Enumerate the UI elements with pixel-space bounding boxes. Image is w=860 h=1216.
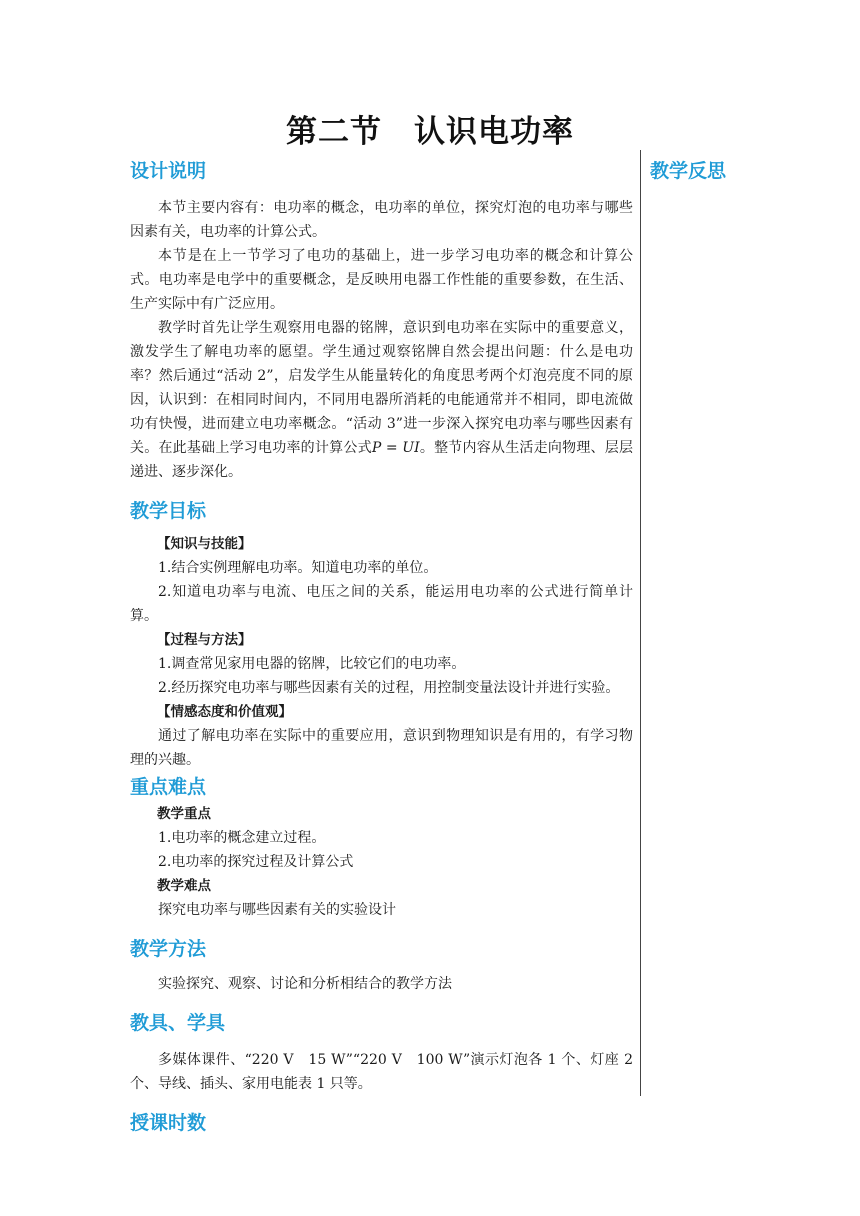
knowledge-item-2: 2.知道电功率与电流、电压之间的关系，能运用电功率的公式进行简单计算。 — [130, 584, 633, 624]
objectives-heading: 教学目标 — [130, 500, 207, 522]
difficulty-item-1: 探究电功率与哪些因素有关的实验设计 — [158, 902, 396, 918]
knowledge-item-1: 1.结合实例理解电功率。知道电功率的单位。 — [158, 560, 438, 576]
page-title: 第二节 认识电功率 — [286, 114, 574, 150]
reflection-column — [650, 156, 830, 186]
attitude-values-title: 【情感态度和价值观】 — [157, 704, 292, 720]
design-paragraph-1: 本节主要内容有：电功率的概念，电功率的单位，探究灯泡的电功率与哪些因素有关，电功率的计算公式。 — [130, 200, 633, 240]
method-section — [130, 934, 633, 996]
key-points-section — [130, 772, 633, 922]
process-method-title: 【过程与方法】 — [157, 632, 252, 648]
design-paragraph-3-end: 。整节内容从生活走向物理、层层递进、逐步深化。 — [130, 440, 633, 480]
method-text: 实验探究、观察、讨论和分析相结合的教学方法 — [158, 976, 452, 992]
reflection-heading: 教学反思 — [650, 160, 727, 182]
design-paragraph-3 — [130, 316, 633, 484]
objectives-section — [130, 496, 633, 772]
key-points-heading: 重点难点 — [130, 776, 207, 798]
process-item-1: 1.调查常见家用电器的铭牌，比较它们的电功率。 — [158, 656, 466, 672]
tools-section — [130, 1008, 633, 1096]
tools-heading: 教具、学具 — [130, 1012, 226, 1034]
process-item-2: 2.经历探究电功率与哪些因素有关的过程，用控制变量法设计并进行实验。 — [158, 680, 620, 696]
focus-item-1: 1.电功率的概念建立过程。 — [158, 830, 326, 846]
hours-section — [130, 1108, 633, 1138]
design-paragraph-3-text: 教学时首先让学生观察用电器的铭牌，意识到电功率在实际中的重要意义，激发学生了解电功率的愿望。学生通过观察铭牌自然会提出问题：什么是电功率？然后通过“活动 2”，启发学生从能量转化的角度思考两个灯泡亮度不同的原因，认识到：在相同时间内，不同用电器所消耗的电能通常并不相同，即电流做功有快慢，进而建立电功率概念。“活动 3”进一步深入探究电功率与哪些因素有关。在此基础上学习电功率的计算公式 — [130, 320, 633, 456]
method-heading: 教学方法 — [130, 938, 207, 960]
hours-heading: 授课时数 — [130, 1112, 207, 1134]
main-column — [130, 156, 633, 1138]
knowledge-skills-title: 【知识与技能】 — [157, 536, 252, 552]
design-paragraph-2: 本节是在上一节学习了电功的基础上，进一步学习电功率的概念和计算公式。电功率是电学中的重要概念，是反映用电器工作性能的重要参数，在生活、生产实际中有广泛应用。 — [130, 248, 633, 312]
attitude-item-1: 通过了解电功率在实际中的重要应用，意识到物理知识是有用的，有学习物理的兴趣。 — [130, 728, 633, 768]
teaching-difficulty-title: 教学难点 — [157, 878, 211, 894]
focus-item-2: 2.电功率的探究过程及计算公式 — [158, 854, 354, 870]
design-section — [130, 156, 633, 484]
tools-text: 多媒体课件、“220 V 15 W”“220 V 100 W”演示灯泡各 1 个、灯座 2 个、导线、插头、家用电能表 1 只等。 — [130, 1052, 633, 1092]
power-formula: P = UI — [371, 440, 420, 456]
teaching-focus-title: 教学重点 — [157, 806, 211, 822]
design-heading: 设计说明 — [130, 160, 207, 182]
column-divider — [640, 150, 641, 1096]
